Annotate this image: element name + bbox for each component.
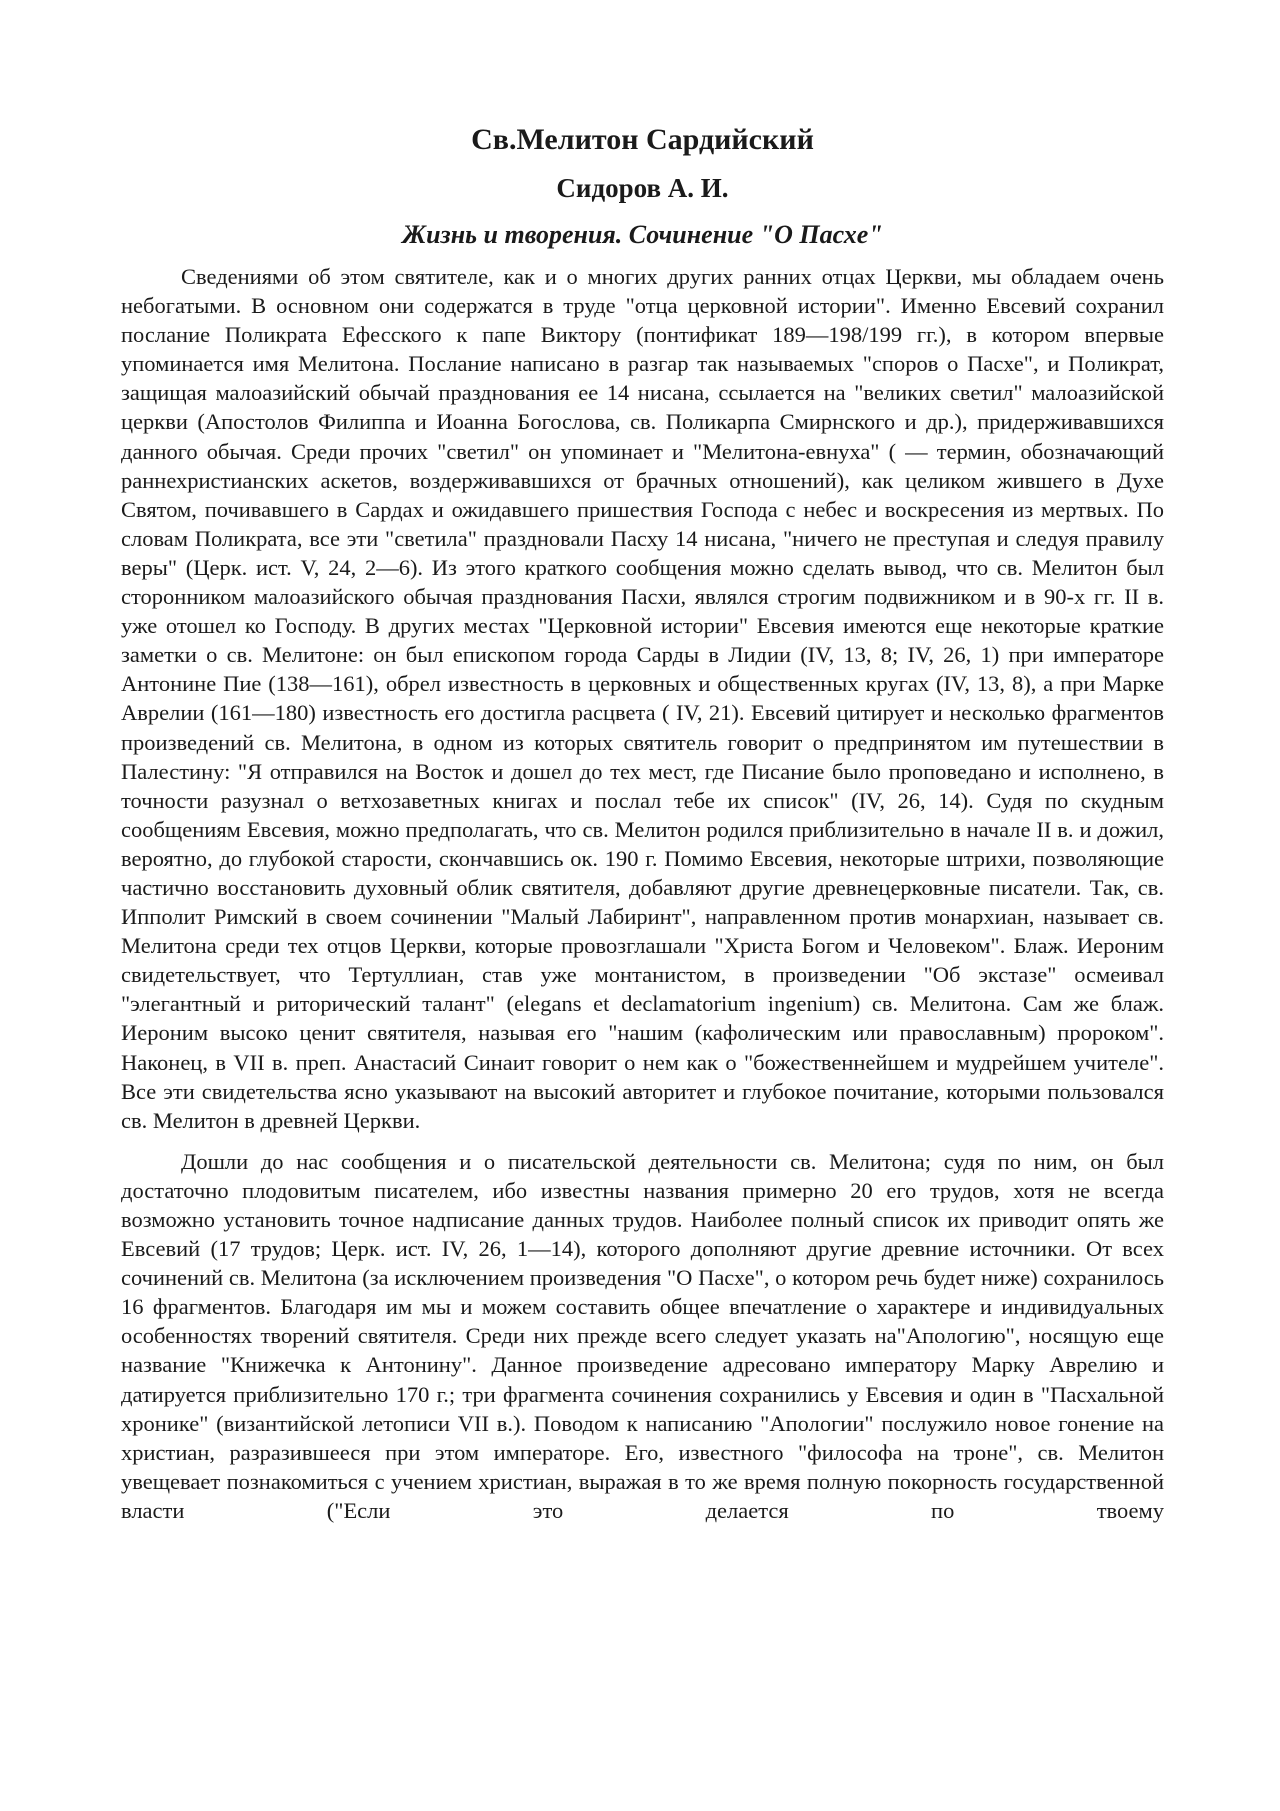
document-title: Св.Мелитон Сардийский — [471, 123, 814, 156]
document-author: Сидоров А. И. — [556, 173, 729, 203]
document-subtitle: Жизнь и творения. Сочинение "О Пасхе" — [402, 220, 883, 249]
document-page — [121, 118, 1164, 1525]
paragraph-1: Сведениями об этом святителе, как и о многих других ранних отцах Церкви, мы обладаем очень небогатыми. В основном они содержатся в труде "отца церковной истории". Именно Евсевий сохранил послание Поликрата Ефесского к папе Виктору (понтификат 189—198/199 гг.), в котором впервые упоминается имя Мелитона. Послание написано в разгар так называемых "споров о Пасхе", и Поликрат, защищая малоазийский обычай празднования ее 14 нисана, ссылается на "великих светил" малоазийской церкви (Апостолов Филиппа и Иоанна Богослова, св. Поликарпа Смирнского и др.), придерживавшихся данного обычая. Среди прочих "светил" он упоминает и "Мелитона-евнуха" ( — термин, обозначающий раннехристианских аскетов, воздерживавшихся от брачных отношений), как целиком жившего в Духе Святом, почивавшего в Сардах и ожидавшего пришествия Господа с небес и воскресения из мертвых. По словам Поликрата, все эти "светила" праздновали Пасху 14 нисана, "ничего не преступая и следуя правилу веры" (Церк. ист. V, 24, 2—6). Из этого краткого сообщения можно сделать вывод, что св. Мелитон был сторонником малоазийского обычая празднования Пасхи, являлся строгим подвижником и в 90-х гг. II в. уже отошел ко Господу. В других местах "Церковной истории" Евсевия имеются еще некоторые краткие заметки о св. Мелитоне: он был епископом города Сарды в Лидии (IV, 13, 8; IV, 26, 1) при императоре Антонине Пие (138—161), обрел известность в церковных и общественных кругах (IV, 13, 8), а при Марке Аврелии (161—180) известность его достигла расцвета ( IV, 21). Евсевий цитирует и несколько фрагментов произведений св. Мелитона, в одном из которых святитель говорит о предпринятом им путешествии в Палестину: "Я отправился на Восток и дошел до тех мест, где Писание было проповедано и исполнено, в точности разузнал о ветхозаветных книгах и послал тебе их список" (IV, 26, 14). Судя по скудным сообщениям Евсевия, можно предполагать, что св. Мелитон родился приблизительно в начале II в. и дожил, вероятно, до глубокой старости, скончавшись ок. 190 г. Помимо Евсевия, некоторые штрихи, позволяющие частично восстановить духовный облик святителя, добавляют другие древнецерковные писатели. Так, св. Ипполит Римский в своем сочинении "Малый Лабиринт", направленном против монархиан, называет св. Мелитона среди тех отцов Церкви, которые провозглашали "Христа Богом и Человеком". Блаж. Иероним свидетельствует, что Тертуллиан, став уже монтанистом, в произведении "Об экстазе" осмеивал "элегантный и риторический талант" (elegans et declamatorium ingenium) св. Мелитона. Сам же блаж. Иероним высоко ценит святителя, называя его "нашим (кафолическим или православным) пророком". Наконец, в VII в. преп. Анастасий Синаит говорит о нем как о "божественнейшем и мудрейшем учителе". Все эти свидетельства ясно указывают на высокий авторитет и глубокое почитание, которыми пользовался св. Мелитон в древней Церкви. — [121, 264, 1164, 1133]
paragraph-2: Дошли до нас сообщения и о писательской деятельности св. Мелитона; судя по ним, он был достаточно плодовитым писателем, ибо известны названия примерно 20 его трудов, хотя не всегда возможно установить точное надписание данных трудов. Наиболее полный список их приводит опять же Евсевий (17 трудов; Церк. ист. IV, 26, 1—14), которого дополняют другие древние источники. От всех сочинений св. Мелитона (за исключением произведения "О Пасхе", о котором речь будет ниже) сохранилось 16 фрагментов. Благодаря им мы и можем составить общее впечатление о характере и индивидуальных особенностях творений святителя. Среди них прежде всего следует указать на"Апологию", носящую еще название "Книжечка к Антонину". Данное произведение адресовано императору Марку Аврелию и датируется приблизительно 170 г.; три фрагмента сочинения сохранились у Евсевия и один в "Пасхальной хронике" (византийской летописи VII в.). Поводом к написанию "Апологии" послужило новое гонение на христиан, разразившееся при этом императоре. Его, известного "философа на троне", св. Мелитон увещевает познакомиться с учением христиан, выражая в то же время полную покорность государственной власти ("Если это делается по твоему — [121, 1148, 1164, 1523]
